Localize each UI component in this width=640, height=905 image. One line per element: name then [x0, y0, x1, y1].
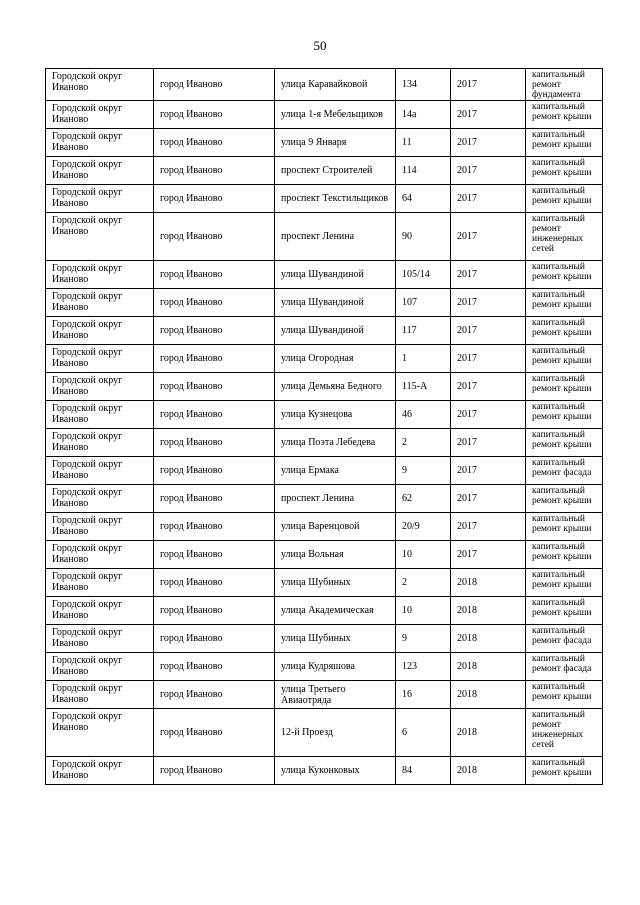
city-cell: город Иваново: [154, 653, 275, 681]
year-cell: 2018: [451, 625, 526, 653]
city-cell: город Иваново: [154, 213, 275, 261]
year-cell: 2017: [451, 457, 526, 485]
work-type-cell: капитальный ремонт крыши: [526, 373, 603, 401]
okrug-cell: Городской округ Иваново: [46, 513, 154, 541]
house-cell: 64: [396, 185, 451, 213]
city-cell: город Иваново: [154, 69, 275, 101]
year-cell: 2017: [451, 289, 526, 317]
street-cell: улица Поэта Лебедева: [275, 429, 396, 457]
work-type-cell: капитальный ремонт крыши: [526, 485, 603, 513]
year-cell: 2018: [451, 569, 526, 597]
city-cell: город Иваново: [154, 373, 275, 401]
table-row: [46, 401, 603, 429]
house-cell: 46: [396, 401, 451, 429]
house-cell: 105/14: [396, 261, 451, 289]
year-cell: 2017: [451, 541, 526, 569]
table-row: [46, 541, 603, 569]
street-cell: улица 1-я Мебельщиков: [275, 101, 396, 129]
year-cell: 2018: [451, 681, 526, 709]
work-type-cell: капитальный ремонт крыши: [526, 185, 603, 213]
city-cell: город Иваново: [154, 157, 275, 185]
street-cell: улица Огородная: [275, 345, 396, 373]
okrug-cell: Городской округ Иваново: [46, 597, 154, 625]
house-cell: 10: [396, 541, 451, 569]
repair-registry-table: [45, 68, 603, 785]
okrug-cell: Городской округ Иваново: [46, 289, 154, 317]
house-cell: 84: [396, 757, 451, 785]
year-cell: 2017: [451, 345, 526, 373]
year-cell: 2018: [451, 653, 526, 681]
house-cell: 1: [396, 345, 451, 373]
city-cell: город Иваново: [154, 289, 275, 317]
street-cell: улица Шубиных: [275, 625, 396, 653]
okrug-cell: Городской округ Иваново: [46, 541, 154, 569]
work-type-cell: капитальный ремонт крыши: [526, 597, 603, 625]
street-cell: улица Куконковых: [275, 757, 396, 785]
year-cell: 2017: [451, 101, 526, 129]
work-type-cell: капитальный ремонт крыши: [526, 569, 603, 597]
okrug-cell: Городской округ Иваново: [46, 157, 154, 185]
okrug-cell: Городской округ Иваново: [46, 317, 154, 345]
street-cell: улица Варенцовой: [275, 513, 396, 541]
year-cell: 2018: [451, 597, 526, 625]
house-cell: 123: [396, 653, 451, 681]
city-cell: город Иваново: [154, 709, 275, 757]
work-type-cell: капитальный ремонт крыши: [526, 681, 603, 709]
city-cell: город Иваново: [154, 597, 275, 625]
table-row: [46, 289, 603, 317]
street-cell: улица Третьего Авиаотряда: [275, 681, 396, 709]
table-row: [46, 345, 603, 373]
year-cell: 2017: [451, 157, 526, 185]
year-cell: 2017: [451, 373, 526, 401]
house-cell: 115-А: [396, 373, 451, 401]
table-row: [46, 101, 603, 129]
work-type-cell: капитальный ремонт крыши: [526, 289, 603, 317]
okrug-cell: Городской округ Иваново: [46, 709, 154, 757]
street-cell: 12-й Проезд: [275, 709, 396, 757]
year-cell: 2018: [451, 709, 526, 757]
street-cell: улица Академическая: [275, 597, 396, 625]
house-cell: 6: [396, 709, 451, 757]
city-cell: город Иваново: [154, 401, 275, 429]
street-cell: улица Шувандиной: [275, 317, 396, 345]
work-type-cell: капитальный ремонт крыши: [526, 129, 603, 157]
work-type-cell: капитальный ремонт крыши: [526, 101, 603, 129]
street-cell: проспект Текстильщиков: [275, 185, 396, 213]
city-cell: город Иваново: [154, 625, 275, 653]
house-cell: 11: [396, 129, 451, 157]
work-type-cell: капитальный ремонт фундамента: [526, 69, 603, 101]
okrug-cell: Городской округ Иваново: [46, 485, 154, 513]
year-cell: 2017: [451, 429, 526, 457]
city-cell: город Иваново: [154, 101, 275, 129]
table-row: [46, 569, 603, 597]
street-cell: улица Шувандиной: [275, 261, 396, 289]
street-cell: улица Кузнецова: [275, 401, 396, 429]
year-cell: 2017: [451, 129, 526, 157]
okrug-cell: Городской округ Иваново: [46, 129, 154, 157]
okrug-cell: Городской округ Иваново: [46, 185, 154, 213]
city-cell: город Иваново: [154, 485, 275, 513]
okrug-cell: Городской округ Иваново: [46, 429, 154, 457]
year-cell: 2017: [451, 185, 526, 213]
work-type-cell: капитальный ремонт фасада: [526, 653, 603, 681]
okrug-cell: Городской округ Иваново: [46, 457, 154, 485]
work-type-cell: капитальный ремонт фасада: [526, 457, 603, 485]
table-row: [46, 757, 603, 785]
house-cell: 62: [396, 485, 451, 513]
year-cell: 2017: [451, 261, 526, 289]
work-type-cell: капитальный ремонт инженерных сетей: [526, 213, 603, 261]
city-cell: город Иваново: [154, 681, 275, 709]
page-number: 50: [313, 38, 327, 53]
house-cell: 20/9: [396, 513, 451, 541]
table-row: [46, 129, 603, 157]
city-cell: город Иваново: [154, 757, 275, 785]
house-cell: 9: [396, 625, 451, 653]
house-cell: 134: [396, 69, 451, 101]
city-cell: город Иваново: [154, 513, 275, 541]
city-cell: город Иваново: [154, 129, 275, 157]
work-type-cell: капитальный ремонт крыши: [526, 345, 603, 373]
table-row: [46, 485, 603, 513]
street-cell: улица Кудряшова: [275, 653, 396, 681]
work-type-cell: капитальный ремонт крыши: [526, 317, 603, 345]
year-cell: 2017: [451, 213, 526, 261]
house-cell: 114: [396, 157, 451, 185]
table-row: [46, 69, 603, 101]
street-cell: улица Демьяна Бедного: [275, 373, 396, 401]
table-row: [46, 625, 603, 653]
table-row: [46, 653, 603, 681]
okrug-cell: Городской округ Иваново: [46, 69, 154, 101]
table-row: [46, 157, 603, 185]
street-cell: проспект Строителей: [275, 157, 396, 185]
street-cell: улица Шубиных: [275, 569, 396, 597]
year-cell: 2017: [451, 513, 526, 541]
okrug-cell: Городской округ Иваново: [46, 213, 154, 261]
house-cell: 90: [396, 213, 451, 261]
work-type-cell: капитальный ремонт крыши: [526, 261, 603, 289]
city-cell: город Иваново: [154, 261, 275, 289]
table-row: [46, 513, 603, 541]
table-row: [46, 213, 603, 261]
table-row: [46, 457, 603, 485]
okrug-cell: Городской округ Иваново: [46, 261, 154, 289]
street-cell: улица Ермака: [275, 457, 396, 485]
house-cell: 16: [396, 681, 451, 709]
table-row: [46, 681, 603, 709]
house-cell: 107: [396, 289, 451, 317]
year-cell: 2017: [451, 485, 526, 513]
year-cell: 2018: [451, 757, 526, 785]
work-type-cell: капитальный ремонт инженерных сетей: [526, 709, 603, 757]
okrug-cell: Городской округ Иваново: [46, 345, 154, 373]
city-cell: город Иваново: [154, 457, 275, 485]
street-cell: проспект Ленина: [275, 485, 396, 513]
table-row: [46, 185, 603, 213]
table-row: [46, 429, 603, 457]
work-type-cell: капитальный ремонт крыши: [526, 541, 603, 569]
street-cell: улица Шувандиной: [275, 289, 396, 317]
house-cell: 117: [396, 317, 451, 345]
okrug-cell: Городской округ Иваново: [46, 373, 154, 401]
work-type-cell: капитальный ремонт крыши: [526, 401, 603, 429]
year-cell: 2017: [451, 401, 526, 429]
city-cell: город Иваново: [154, 429, 275, 457]
street-cell: улица Вольная: [275, 541, 396, 569]
year-cell: 2017: [451, 317, 526, 345]
work-type-cell: капитальный ремонт крыши: [526, 513, 603, 541]
table-row: [46, 373, 603, 401]
city-cell: город Иваново: [154, 345, 275, 373]
work-type-cell: капитальный ремонт крыши: [526, 429, 603, 457]
work-type-cell: капитальный ремонт крыши: [526, 157, 603, 185]
okrug-cell: Городской округ Иваново: [46, 401, 154, 429]
table-row: [46, 317, 603, 345]
okrug-cell: Городской округ Иваново: [46, 757, 154, 785]
city-cell: город Иваново: [154, 317, 275, 345]
house-cell: 2: [396, 429, 451, 457]
okrug-cell: Городской округ Иваново: [46, 681, 154, 709]
street-cell: проспект Ленина: [275, 213, 396, 261]
okrug-cell: Городской округ Иваново: [46, 569, 154, 597]
table-row: [46, 709, 603, 757]
year-cell: 2017: [451, 69, 526, 101]
city-cell: город Иваново: [154, 185, 275, 213]
work-type-cell: капитальный ремонт фасада: [526, 625, 603, 653]
street-cell: улица Каравайковой: [275, 69, 396, 101]
house-cell: 9: [396, 457, 451, 485]
house-cell: 2: [396, 569, 451, 597]
okrug-cell: Городской округ Иваново: [46, 625, 154, 653]
house-cell: 10: [396, 597, 451, 625]
city-cell: город Иваново: [154, 541, 275, 569]
city-cell: город Иваново: [154, 569, 275, 597]
okrug-cell: Городской округ Иваново: [46, 653, 154, 681]
table-row: [46, 261, 603, 289]
street-cell: улица 9 Января: [275, 129, 396, 157]
work-type-cell: капитальный ремонт крыши: [526, 757, 603, 785]
house-cell: 14а: [396, 101, 451, 129]
okrug-cell: Городской округ Иваново: [46, 101, 154, 129]
table-row: [46, 597, 603, 625]
